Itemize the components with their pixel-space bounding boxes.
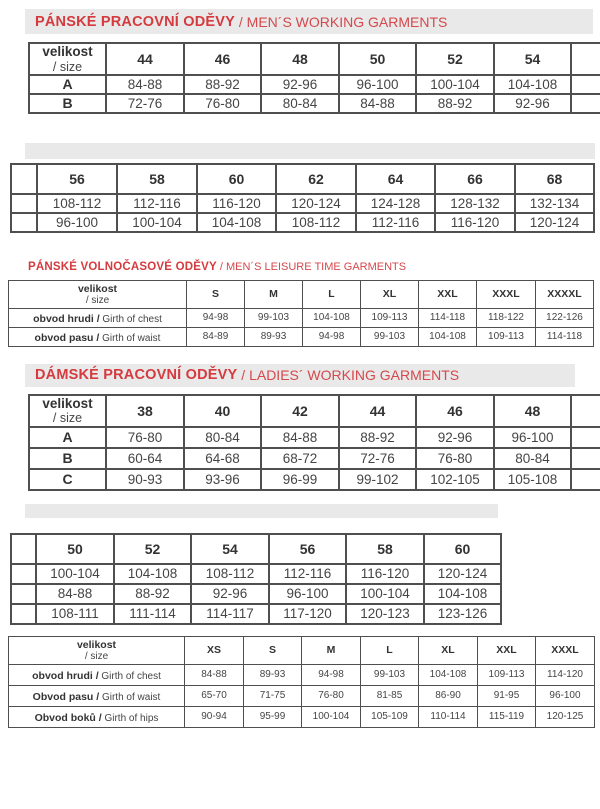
value-cell: 114-117 xyxy=(191,604,269,624)
ladies-working-table-1-viewport xyxy=(28,394,600,491)
value-cell: 92-96 xyxy=(494,94,571,113)
cut-column-stub xyxy=(11,534,36,564)
value-cell: 120-123 xyxy=(346,604,424,624)
value-cell: 76-80 xyxy=(184,94,261,113)
table-row xyxy=(29,75,600,94)
size-header-cell: S xyxy=(244,636,302,664)
value-cell: 89-93 xyxy=(245,327,303,346)
row-label-czech: obvod pasu / xyxy=(34,331,100,344)
size-header-cell: 60 xyxy=(197,164,276,194)
size-label-corner-cell xyxy=(9,280,187,308)
table-row xyxy=(29,448,600,469)
value-cell: 99-103 xyxy=(245,308,303,327)
value-cell: 122-126 xyxy=(536,308,594,327)
value-cell: 76-80 xyxy=(302,685,361,706)
table-row xyxy=(29,469,600,490)
value-cell: 94-98 xyxy=(187,308,245,327)
cut-cell xyxy=(571,448,600,469)
value-cell: 117-120 xyxy=(269,604,346,624)
value-cell: 128-132 xyxy=(435,194,515,213)
row-label-english: Girth of chest xyxy=(99,313,162,325)
section-title-english: / MEN´S WORKING GARMENTS xyxy=(235,13,448,30)
value-cell: 92-96 xyxy=(261,75,339,94)
value-cell: 100-104 xyxy=(302,706,361,727)
mens-working-table-1-viewport xyxy=(28,42,600,114)
row-label-cell: A xyxy=(29,75,106,94)
value-cell: 120-124 xyxy=(515,213,594,232)
value-cell: 96-100 xyxy=(269,584,346,604)
size-header-cell: 64 xyxy=(356,164,435,194)
row-label-cell xyxy=(9,706,185,727)
size-header-cell: 58 xyxy=(117,164,197,194)
value-cell: 116-120 xyxy=(346,564,424,584)
value-cell: 90-94 xyxy=(185,706,244,727)
section-title-english: / MEN´S LEISURE TIME GARMENTS xyxy=(216,260,407,273)
section-title-english: / LADIES´ WORKING GARMENTS xyxy=(237,367,460,384)
mens-working-sizes-56-68-table xyxy=(10,163,595,233)
size-header-cell: 68 xyxy=(515,164,594,194)
table-row xyxy=(9,664,595,685)
value-cell: 108-112 xyxy=(37,194,117,213)
table-row xyxy=(9,308,594,327)
value-cell: 84-88 xyxy=(185,664,244,685)
corner-label-czech: velikost xyxy=(42,395,93,411)
header-row xyxy=(29,395,600,427)
size-header-cell: 40 xyxy=(184,395,261,427)
corner-label-english: / size xyxy=(52,59,83,74)
value-cell: 95-99 xyxy=(244,706,302,727)
size-header-cell: XXL xyxy=(419,280,477,308)
row-label-cell xyxy=(9,327,187,346)
value-cell: 100-104 xyxy=(36,564,114,584)
value-cell: 94-98 xyxy=(303,327,361,346)
header-row xyxy=(29,43,600,75)
value-cell: 72-76 xyxy=(339,448,416,469)
ladies-working-sizes-38-48-table xyxy=(28,394,600,491)
size-header-cell: M xyxy=(302,636,361,664)
size-header-cell: XS xyxy=(185,636,244,664)
header-row xyxy=(11,164,594,194)
corner-label-english: / size xyxy=(85,294,110,306)
size-header-cell: XL xyxy=(361,280,419,308)
value-cell: 65-70 xyxy=(185,685,244,706)
table-row xyxy=(9,685,595,706)
size-header-cell: 50 xyxy=(36,534,114,564)
value-cell: 84-88 xyxy=(339,94,416,113)
value-cell: 68-72 xyxy=(261,448,339,469)
table-row xyxy=(29,94,600,113)
cut-column-overflow xyxy=(571,395,600,427)
cut-cell xyxy=(11,213,37,232)
value-cell: 64-68 xyxy=(184,448,261,469)
value-cell: 114-118 xyxy=(419,308,477,327)
row-label-cell: B xyxy=(29,448,106,469)
table-row xyxy=(9,327,594,346)
size-chart-page xyxy=(0,9,600,809)
table-divider-band xyxy=(25,143,595,159)
value-cell: 76-80 xyxy=(416,448,494,469)
size-header-cell: 44 xyxy=(339,395,416,427)
table-row xyxy=(29,427,600,448)
value-cell: 96-100 xyxy=(339,75,416,94)
size-header-cell: XXXL xyxy=(536,636,595,664)
size-header-cell: 54 xyxy=(494,43,571,75)
mens-leisure-sizes-table xyxy=(8,280,594,347)
value-cell: 76-80 xyxy=(106,427,184,448)
value-cell: 109-113 xyxy=(361,308,419,327)
cut-column-overflow xyxy=(571,43,600,75)
size-header-cell: 60 xyxy=(424,534,501,564)
section-title-mens-leisure xyxy=(28,260,600,274)
row-label-czech: obvod hrudi / xyxy=(33,312,100,325)
section-title-mens-working xyxy=(25,9,593,34)
value-cell: 104-108 xyxy=(494,75,571,94)
cut-cell xyxy=(11,194,37,213)
value-cell: 84-88 xyxy=(36,584,114,604)
size-header-cell: 44 xyxy=(106,43,184,75)
size-header-cell: 46 xyxy=(184,43,261,75)
size-header-cell: 62 xyxy=(276,164,356,194)
value-cell: 88-92 xyxy=(114,584,191,604)
value-cell: 96-100 xyxy=(536,685,595,706)
corner-label-czech: velikost xyxy=(76,638,117,651)
value-cell: 132-134 xyxy=(515,194,594,213)
table-row xyxy=(11,213,594,232)
section-title-czech: PÁNSKÉ VOLNOČASOVÉ ODĚVY xyxy=(28,260,217,273)
row-label-english: Girth of waist xyxy=(99,332,161,344)
value-cell: 100-104 xyxy=(416,75,494,94)
value-cell: 72-76 xyxy=(106,94,184,113)
size-label-corner-cell xyxy=(29,43,106,75)
value-cell: 108-112 xyxy=(276,213,356,232)
size-header-cell: 56 xyxy=(269,534,346,564)
cut-column-stub xyxy=(11,164,37,194)
table-row xyxy=(11,564,501,584)
size-label-corner-cell xyxy=(29,395,106,427)
value-cell: 116-120 xyxy=(435,213,515,232)
value-cell: 96-100 xyxy=(494,427,571,448)
size-header-cell: 38 xyxy=(106,395,184,427)
section-title-ladies-working xyxy=(25,364,575,387)
value-cell: 80-84 xyxy=(261,94,339,113)
value-cell: 124-128 xyxy=(356,194,435,213)
value-cell: 105-109 xyxy=(361,706,419,727)
size-header-cell: 66 xyxy=(435,164,515,194)
row-label-czech: Obvod pasu / xyxy=(32,690,100,703)
table-row xyxy=(11,604,501,624)
value-cell: 105-108 xyxy=(494,469,571,490)
cut-cell xyxy=(11,604,36,624)
value-cell: 92-96 xyxy=(191,584,269,604)
value-cell: 120-125 xyxy=(536,706,595,727)
cut-cell xyxy=(571,427,600,448)
corner-label-czech: velikost xyxy=(42,44,93,59)
value-cell: 88-92 xyxy=(416,94,494,113)
size-header-cell: M xyxy=(245,280,303,308)
row-label-czech: obvod hrudi / xyxy=(32,669,99,682)
row-label-cell xyxy=(9,308,187,327)
value-cell: 104-108 xyxy=(419,327,477,346)
table-row xyxy=(9,706,595,727)
row-label-english: Girth of chest xyxy=(98,670,161,682)
value-cell: 115-119 xyxy=(478,706,536,727)
size-header-cell: 54 xyxy=(191,534,269,564)
value-cell: 71-75 xyxy=(244,685,302,706)
value-cell: 112-116 xyxy=(269,564,346,584)
header-row xyxy=(9,280,594,308)
row-label-english: Girth of waist xyxy=(99,691,161,703)
value-cell: 96-100 xyxy=(37,213,117,232)
value-cell: 88-92 xyxy=(184,75,261,94)
value-cell: 104-108 xyxy=(303,308,361,327)
size-header-cell: 48 xyxy=(494,395,571,427)
value-cell: 80-84 xyxy=(494,448,571,469)
mens-working-sizes-44-54-table xyxy=(28,42,600,114)
corner-label-english: / size xyxy=(52,411,83,426)
row-label-cell: B xyxy=(29,94,106,113)
size-header-cell: XXXXL xyxy=(536,280,594,308)
value-cell: 110-114 xyxy=(419,706,478,727)
value-cell: 84-88 xyxy=(261,427,339,448)
value-cell: 104-108 xyxy=(197,213,276,232)
value-cell: 89-93 xyxy=(244,664,302,685)
size-header-cell: 50 xyxy=(339,43,416,75)
row-label-cell xyxy=(9,685,185,706)
value-cell: 118-122 xyxy=(477,308,536,327)
value-cell: 100-104 xyxy=(346,584,424,604)
value-cell: 104-108 xyxy=(419,664,478,685)
value-cell: 81-85 xyxy=(361,685,419,706)
value-cell: 92-96 xyxy=(416,427,494,448)
size-header-cell: 48 xyxy=(261,43,339,75)
row-label-czech: Obvod boků / xyxy=(34,711,102,724)
value-cell: 123-126 xyxy=(424,604,501,624)
value-cell: 102-105 xyxy=(416,469,494,490)
table-divider-band xyxy=(25,504,498,518)
size-header-cell: XXL xyxy=(478,636,536,664)
size-header-cell: XXXL xyxy=(477,280,536,308)
value-cell: 108-112 xyxy=(191,564,269,584)
section-title-czech: PÁNSKÉ PRACOVNÍ ODĚVY xyxy=(35,13,235,30)
size-header-cell: 56 xyxy=(37,164,117,194)
size-header-cell: L xyxy=(303,280,361,308)
ladies-girth-sizes-table xyxy=(8,636,595,728)
value-cell: 109-113 xyxy=(478,664,536,685)
value-cell: 114-120 xyxy=(536,664,595,685)
size-header-cell: 52 xyxy=(416,43,494,75)
value-cell: 86-90 xyxy=(419,685,478,706)
size-header-cell: 52 xyxy=(114,534,191,564)
size-header-cell: 42 xyxy=(261,395,339,427)
value-cell: 99-103 xyxy=(361,327,419,346)
value-cell: 88-92 xyxy=(339,427,416,448)
value-cell: 108-111 xyxy=(36,604,114,624)
cut-cell xyxy=(571,94,600,113)
value-cell: 104-108 xyxy=(114,564,191,584)
size-label-corner-cell xyxy=(9,636,185,664)
cut-cell xyxy=(11,564,36,584)
row-label-english: Girth of hips xyxy=(101,712,159,724)
value-cell: 116-120 xyxy=(197,194,276,213)
cut-cell xyxy=(571,75,600,94)
size-header-cell: XL xyxy=(419,636,478,664)
value-cell: 109-113 xyxy=(477,327,536,346)
header-row xyxy=(11,534,501,564)
size-header-cell: L xyxy=(361,636,419,664)
value-cell: 120-124 xyxy=(424,564,501,584)
row-label-cell xyxy=(9,664,185,685)
row-label-cell: C xyxy=(29,469,106,490)
ladies-working-sizes-50-60-table xyxy=(10,533,502,625)
value-cell: 112-116 xyxy=(356,213,435,232)
cut-cell xyxy=(571,469,600,490)
table-row xyxy=(11,584,501,604)
header-row xyxy=(9,636,595,664)
value-cell: 84-89 xyxy=(187,327,245,346)
cut-cell xyxy=(11,584,36,604)
size-header-cell: 46 xyxy=(416,395,494,427)
section-title-czech: DÁMSKÉ PRACOVNÍ ODĚVY xyxy=(35,367,238,384)
corner-label-czech: velikost xyxy=(77,282,118,295)
value-cell: 80-84 xyxy=(184,427,261,448)
value-cell: 104-108 xyxy=(424,584,501,604)
value-cell: 120-124 xyxy=(276,194,356,213)
value-cell: 94-98 xyxy=(302,664,361,685)
value-cell: 90-93 xyxy=(106,469,184,490)
value-cell: 99-102 xyxy=(339,469,416,490)
value-cell: 112-116 xyxy=(117,194,197,213)
value-cell: 111-114 xyxy=(114,604,191,624)
value-cell: 91-95 xyxy=(478,685,536,706)
value-cell: 114-118 xyxy=(536,327,594,346)
value-cell: 93-96 xyxy=(184,469,261,490)
value-cell: 99-103 xyxy=(361,664,419,685)
table-row xyxy=(11,194,594,213)
size-header-cell: 58 xyxy=(346,534,424,564)
size-header-cell: S xyxy=(187,280,245,308)
value-cell: 100-104 xyxy=(117,213,197,232)
row-label-cell: A xyxy=(29,427,106,448)
value-cell: 84-88 xyxy=(106,75,184,94)
value-cell: 96-99 xyxy=(261,469,339,490)
value-cell: 60-64 xyxy=(106,448,184,469)
corner-label-english: / size xyxy=(84,650,109,662)
